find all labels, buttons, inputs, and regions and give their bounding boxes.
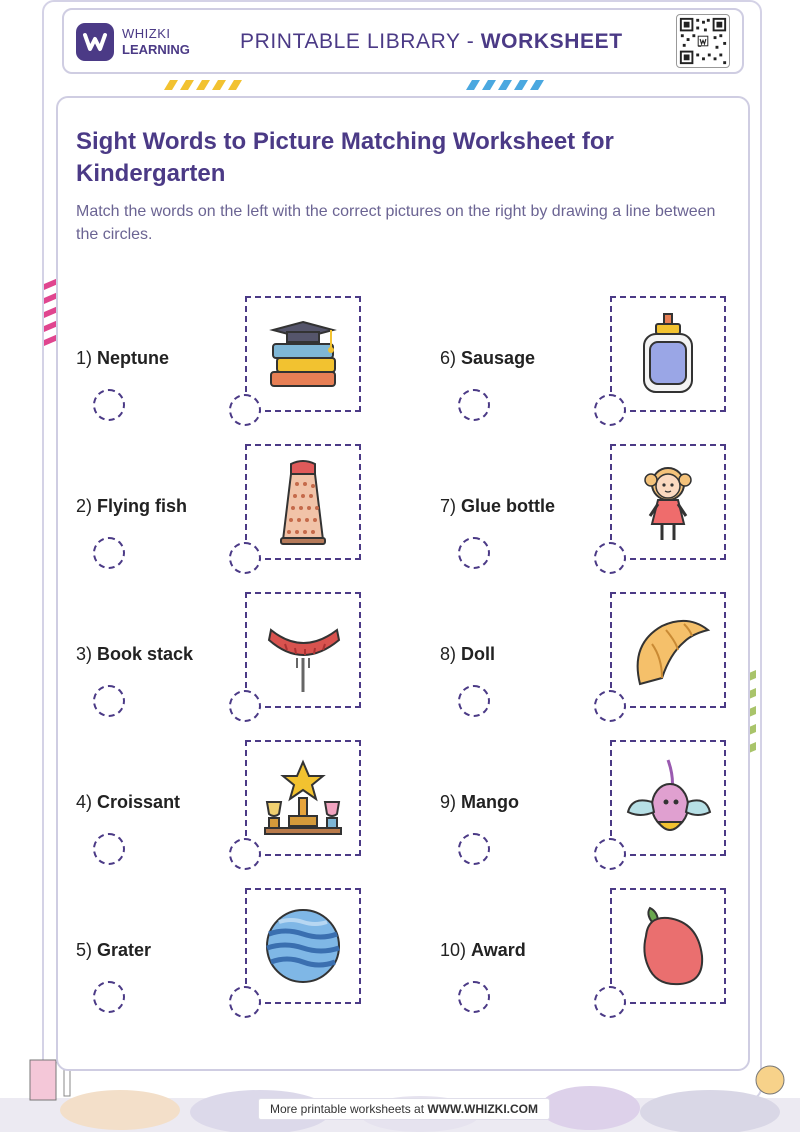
word-text: Sausage	[461, 348, 536, 368]
flying-fish-icon	[622, 752, 714, 844]
header-title-part2: WORKSHEET	[480, 30, 623, 53]
left-picture-1-circle[interactable]	[229, 394, 261, 426]
word-text: Glue bottle	[461, 496, 556, 516]
word-number: 10)	[440, 940, 467, 960]
left-picture-4-circle[interactable]	[229, 838, 261, 870]
word-number: 9)	[440, 792, 457, 812]
left-picture-5-circle[interactable]	[229, 986, 261, 1018]
right-word-6-circle[interactable]	[458, 389, 490, 421]
word-text: Neptune	[97, 348, 170, 368]
qr-code-icon	[676, 14, 730, 68]
left-word-2-circle[interactable]	[93, 537, 125, 569]
word-text: Award	[471, 940, 526, 960]
right-word-8-circle[interactable]	[458, 685, 490, 717]
footer-bar	[258, 1098, 550, 1120]
left-word-2	[76, 496, 187, 517]
right-picture-box-10	[610, 888, 726, 1004]
right-picture-7-circle[interactable]	[594, 542, 626, 574]
right-picture-box-7	[610, 444, 726, 560]
right-word-9	[440, 792, 519, 813]
word-text: Mango	[461, 792, 520, 812]
blue-stripe-decoration	[464, 80, 544, 90]
left-picture-box-1	[245, 296, 361, 412]
word-text: Book stack	[97, 644, 194, 664]
left-word-5-circle[interactable]	[93, 981, 125, 1013]
header-bar	[62, 8, 744, 74]
left-picture-box-4	[245, 740, 361, 856]
left-word-1-circle[interactable]	[93, 389, 125, 421]
right-word-8	[440, 644, 495, 665]
left-picture-2-circle[interactable]	[229, 542, 261, 574]
header-title-part1: PRINTABLE LIBRARY -	[240, 30, 481, 53]
sausage-icon	[257, 604, 349, 696]
word-number: 6)	[440, 348, 457, 368]
doll-icon	[622, 456, 714, 548]
word-text: Flying fish	[97, 496, 188, 516]
right-word-7-circle[interactable]	[458, 537, 490, 569]
word-text: Grater	[97, 940, 152, 960]
book-stack-icon	[257, 308, 349, 400]
right-word-9-circle[interactable]	[458, 833, 490, 865]
logo-line2: LEARNING	[122, 42, 190, 57]
left-picture-box-5	[245, 888, 361, 1004]
whizki-logo-icon	[76, 23, 114, 61]
word-number: 2)	[76, 496, 93, 516]
right-picture-8-circle[interactable]	[594, 690, 626, 722]
word-text: Doll	[461, 644, 496, 664]
right-picture-box-6	[610, 296, 726, 412]
worksheet-title: Sight Words to Picture Matching Worksheet for Kindergarten	[76, 128, 614, 187]
right-picture-box-9	[610, 740, 726, 856]
word-number: 8)	[440, 644, 457, 664]
glue-bottle-icon	[622, 308, 714, 400]
right-word-7	[440, 496, 555, 517]
word-text: Croissant	[97, 792, 181, 812]
award-icon	[257, 752, 349, 844]
left-picture-box-2	[245, 444, 361, 560]
left-word-3-circle[interactable]	[93, 685, 125, 717]
right-word-6	[440, 348, 535, 369]
right-picture-9-circle[interactable]	[594, 838, 626, 870]
left-picture-box-3	[245, 592, 361, 708]
left-word-4	[76, 792, 180, 813]
right-picture-6-circle[interactable]	[594, 394, 626, 426]
right-picture-10-circle[interactable]	[594, 986, 626, 1018]
right-word-10	[440, 940, 526, 961]
word-number: 7)	[440, 496, 457, 516]
header-title	[240, 30, 623, 54]
logo-text	[122, 26, 190, 58]
word-number: 5)	[76, 940, 93, 960]
yellow-stripe-decoration	[162, 80, 242, 90]
croissant-icon	[622, 604, 714, 696]
right-picture-box-8	[610, 592, 726, 708]
word-number: 3)	[76, 644, 93, 664]
left-word-3	[76, 644, 193, 665]
footer-text: More printable worksheets at	[269, 1102, 428, 1116]
logo-line1: WHIZKI	[122, 26, 171, 41]
grater-icon	[257, 456, 349, 548]
word-number: 1)	[76, 348, 93, 368]
left-word-4-circle[interactable]	[93, 833, 125, 865]
footer-link[interactable]: WWW.WHIZKI.COM	[427, 1102, 539, 1116]
left-word-1	[76, 348, 169, 369]
worksheet-instructions: Match the words on the left with the correct pictures on the right by drawing a line between the circles.	[76, 203, 716, 243]
left-picture-3-circle[interactable]	[229, 690, 261, 722]
mango-icon	[622, 900, 714, 992]
right-word-10-circle[interactable]	[458, 981, 490, 1013]
word-number: 4)	[76, 792, 93, 812]
left-word-5	[76, 940, 151, 961]
neptune-icon	[257, 900, 349, 992]
